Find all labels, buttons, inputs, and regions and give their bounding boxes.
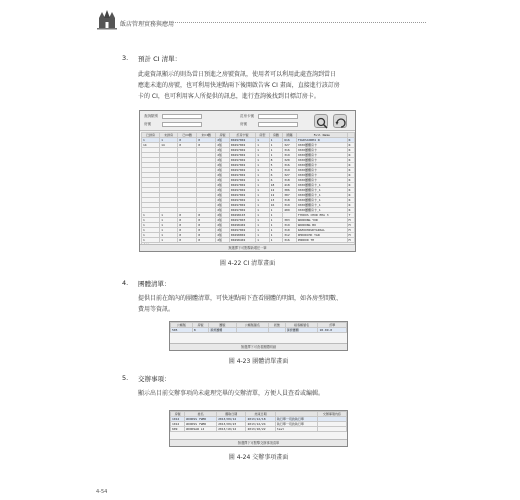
table-cell: XXXX團體房卡 — [296, 148, 347, 153]
table-cell: 609 — [171, 427, 185, 432]
group-table — [170, 322, 347, 333]
table-cell: R — [347, 173, 354, 178]
column-header: 房型 — [256, 133, 270, 138]
table-cell: 327 — [283, 173, 297, 178]
table-cell: 1012 — [171, 422, 185, 427]
refresh-button[interactable] — [333, 114, 347, 128]
table-cell: 316 — [283, 148, 297, 153]
table-cell: 2號 — [216, 188, 230, 193]
section-4-title: 團體清單： — [138, 280, 171, 288]
column-header: 房號 — [192, 323, 208, 328]
table-cell: 2號 — [216, 218, 230, 223]
table-cell: 2013/10/12 — [217, 427, 246, 432]
table-cell: 2號 — [216, 183, 230, 188]
column-header: 公帳號 — [171, 323, 193, 328]
column-header: 已排房 — [142, 133, 160, 138]
ci-search-bar — [140, 111, 355, 131]
table-cell: M — [347, 223, 354, 228]
running-header — [96, 8, 426, 38]
table-cell: 1 — [160, 138, 178, 143]
table-cell: 0 — [178, 223, 197, 228]
table-cell: 2013/12/18 — [246, 417, 275, 422]
table-cell: 00498402 — [229, 238, 255, 243]
table-cell: 00497002 — [229, 193, 255, 198]
room-label: 房號 — [144, 122, 151, 126]
table-cell: 8 — [269, 158, 283, 163]
table-cell: 2號 — [216, 203, 230, 208]
table-cell: XXXX團體房卡 — [296, 168, 347, 173]
table-cell: 316 — [283, 163, 297, 168]
table-cell: 14 — [142, 143, 160, 148]
table-cell: 1 — [142, 233, 160, 238]
paragraph-line: 應進未進的房號，也可利用快速點兩下後開啟告客 CI 畫面，直接進行該訂房 — [138, 82, 340, 89]
table-cell: 8 — [192, 328, 208, 333]
column-header: 國籍 — [283, 133, 297, 138]
table-cell: 14 — [160, 143, 178, 148]
table-cell: 1 — [256, 213, 270, 218]
table-cell: M — [347, 233, 354, 238]
table-cell: TSUDS1DNH4 N — [296, 138, 347, 143]
table-cell: 1 — [256, 228, 270, 233]
table-cell: R — [347, 158, 354, 163]
table-cell: 0 — [197, 238, 216, 243]
query-type-field[interactable] — [162, 114, 202, 119]
table-cell: 2013/12/24 — [246, 422, 275, 427]
table-cell: 2013/09/23 — [217, 422, 246, 427]
table-cell: 2號 — [216, 138, 230, 143]
table-cell: 1 — [269, 223, 283, 228]
header-title: 飯店管理實務與應用 — [120, 21, 175, 28]
table-cell: 00498002 — [229, 233, 255, 238]
table-cell: 18.09.0 — [318, 328, 347, 333]
table-cell: 1 — [256, 218, 270, 223]
paragraph-line: 顯示出目前交辦事項尚未處理完畢的交辦清單，方便人員查看或編輯。 — [138, 390, 325, 397]
table-cell: 2號 — [216, 153, 230, 158]
table-cell: 319 — [283, 153, 297, 158]
table-cell: 00498402 — [229, 223, 255, 228]
table-cell: 1 — [256, 138, 270, 143]
table-cell: 執行單一頁的執行單 — [275, 422, 317, 427]
table-cell: 5 — [269, 163, 283, 168]
table-cell: 1 — [256, 198, 270, 203]
table-cell: 0 — [197, 143, 216, 148]
table-cell: 1 — [256, 183, 270, 188]
table-cell: 00497002 — [229, 178, 255, 183]
table-cell: R — [347, 153, 354, 158]
table-cell: 1 — [142, 223, 160, 228]
table-cell: 1 — [160, 228, 178, 233]
table-cell: 505 — [171, 328, 193, 333]
table-cell: 00497002 — [229, 143, 255, 148]
table-cell: 318 — [283, 178, 297, 183]
table-cell: 1 — [256, 178, 270, 183]
table-cell: 1 — [142, 213, 160, 218]
table-cell: 0 — [178, 138, 197, 143]
table-cell: 1 — [269, 213, 283, 218]
ci-list-screenshot — [139, 110, 356, 252]
table-cell: XXXX團體房卡_1 — [296, 203, 347, 208]
column-header: 結束日期 — [246, 412, 275, 417]
table-cell: WOODSS YWER — [185, 417, 217, 422]
table-cell: 00497002 — [229, 203, 255, 208]
table-cell: WOODSAW LI — [185, 427, 217, 432]
table-row[interactable] — [171, 328, 347, 333]
ci-table — [141, 132, 355, 252]
table-cell: 2號 — [216, 238, 230, 243]
section-3-number: 3. — [122, 54, 129, 62]
booking-no-label: 訂房卡號 — [240, 114, 254, 118]
table-cell: WOODSS YWER — [185, 422, 217, 427]
table-cell: XXXX團體房卡 — [296, 178, 347, 183]
castle-logo-icon — [96, 8, 118, 30]
table-cell: 18 — [269, 183, 283, 188]
table-cell: 1 — [256, 158, 270, 163]
table-cell: 418 — [283, 183, 297, 188]
table-cell: 0 — [197, 223, 216, 228]
table-cell: 00497002 — [229, 153, 255, 158]
table-cell: 12 — [269, 188, 283, 193]
section-3-title: 預計 CI 清單： — [138, 55, 182, 63]
group-list-screenshot — [169, 321, 348, 351]
table-cell: 307 — [283, 193, 297, 198]
table-cell: M — [347, 218, 354, 223]
table-cell: 1 — [269, 138, 283, 143]
table-cell: 2號 — [216, 198, 230, 203]
booking-no-field[interactable] — [258, 114, 298, 119]
table-cell: XXXX團體房卡 — [296, 153, 347, 158]
table-cell: R — [347, 198, 354, 203]
table-cell: 0 — [178, 233, 197, 238]
table-cell: 318 — [283, 198, 297, 203]
ci-table-wrapper — [141, 132, 355, 252]
table-cell: R — [347, 143, 354, 148]
table-cell: R — [347, 203, 354, 208]
table-cell: 303 — [283, 218, 297, 223]
table-cell — [269, 328, 285, 333]
table-cell: 1 — [142, 218, 160, 223]
paragraph-line: 費用等資訊。 — [138, 306, 175, 313]
table-cell: 1 — [256, 173, 270, 178]
table-cell: R — [347, 168, 354, 173]
search-button[interactable] — [314, 114, 328, 128]
table-cell: 16 — [269, 203, 283, 208]
section-3-paragraph — [138, 69, 418, 102]
column-header: 狀態 — [269, 323, 285, 328]
table-cell: 319 — [283, 203, 297, 208]
table-cell: 1 — [256, 163, 270, 168]
table-cell: 316 — [283, 238, 297, 243]
table-cell: M — [347, 238, 354, 243]
table-cell: WOODONG BO — [296, 223, 347, 228]
table-cell: 萬源團體 — [209, 328, 236, 333]
table-cell: 2號 — [216, 158, 230, 163]
table-cell: R — [347, 183, 354, 188]
table-cell: 2號 — [216, 168, 230, 173]
room-field[interactable] — [162, 122, 202, 127]
column-header: 房數 — [269, 133, 283, 138]
table-cell: 1 — [256, 153, 270, 158]
table-cell: 2號 — [216, 163, 230, 168]
column-header: 房號 — [171, 412, 185, 417]
table-cell: 萬源團體 — [285, 328, 318, 333]
table-cell: 616 — [283, 138, 297, 143]
table-cell: XXXX團體房卡_1 — [296, 193, 347, 198]
table-cell: 2號 — [216, 193, 230, 198]
table-cell: DAEOOHJUDYAPAAL — [296, 228, 347, 233]
table-cell: 1 — [269, 208, 283, 213]
table-cell: 00497002 — [229, 198, 255, 203]
table-cell: R — [347, 208, 354, 213]
table-cell: 00497002 — [229, 183, 255, 188]
section-5-title: 交辦事項： — [138, 375, 171, 383]
room-field-2[interactable] — [258, 122, 298, 127]
table-cell: 1 — [142, 138, 160, 143]
table-cell: PODDOD TH — [296, 238, 347, 243]
table-cell: 1 — [256, 203, 270, 208]
table-cell: XXXX團體房卡 — [296, 143, 347, 148]
table-cell: 1 — [269, 148, 283, 153]
paragraph-line: 卡的 CI，也可利用客人所提供的訊息，進行查詢後找到目標訂房卡。 — [138, 93, 320, 100]
table-cell: XXXX團體房卡 — [296, 173, 347, 178]
figure-4-23-caption: 圖 4-23 團體清單畫面 — [228, 358, 289, 365]
table-cell: 2號 — [216, 233, 230, 238]
table-cell: T — [347, 213, 354, 218]
table-cell: 2號 — [216, 228, 230, 233]
table-cell: 0 — [178, 238, 197, 243]
table-cell: XXXX團體房卡_1 — [296, 208, 347, 213]
table-cell: 1 — [160, 213, 178, 218]
table-cell: XXXX團體房卡_1 — [296, 188, 347, 193]
table-cell: 2013/10/22 — [246, 427, 275, 432]
task-table — [170, 411, 347, 432]
table-cell: 0 — [178, 228, 197, 233]
column-header: 已CI數 — [178, 133, 197, 138]
table-cell: R — [347, 188, 354, 193]
table-cell: 1 — [269, 228, 283, 233]
table-cell: 0 — [197, 233, 216, 238]
column-header: 房號 — [216, 133, 230, 138]
table-cell: test — [275, 427, 317, 432]
paragraph-line: 提供目前在館內的團體清單，可快速點兩下查看團體的明細，如各房型間數、 — [138, 295, 343, 302]
table-cell: 312 — [283, 233, 297, 238]
refresh-icon — [334, 116, 348, 130]
table-cell: M — [347, 228, 354, 233]
table-cell: 1 — [269, 153, 283, 158]
task-table-body — [171, 417, 347, 432]
header-rule — [166, 22, 426, 23]
figure-4-24-caption: 圖 4-24 交辦事項畫面 — [228, 454, 289, 461]
table-cell: 319 — [283, 168, 297, 173]
table-cell: 1 — [160, 233, 178, 238]
column-header: 未排房 — [160, 133, 178, 138]
table-cell: 1 — [256, 143, 270, 148]
table-cell: 5 — [269, 168, 283, 173]
table-cell: 0 — [197, 228, 216, 233]
paragraph-line: 此處資訊顯示的則為當日預進之房號資訊，使用者可以利用此處查詢到當日 — [138, 71, 337, 78]
column-header: 訂單 — [318, 323, 347, 328]
table-cell: 1 — [269, 143, 283, 148]
table-cell: XXXX團體房卡 — [296, 158, 347, 163]
table-cell: 1 — [256, 233, 270, 238]
table-cell: 0 — [178, 143, 197, 148]
table-cell: 1 — [256, 223, 270, 228]
table-cell: 0 — [178, 213, 197, 218]
table-cell: 1 — [256, 238, 270, 243]
table-cell: 327 — [283, 143, 297, 148]
task-footer-bar: 無選擇下可點擊交辦事項清單 — [170, 439, 347, 446]
table-cell: 1 — [256, 148, 270, 153]
table-cell: 0 — [197, 218, 216, 223]
table-cell: R — [347, 138, 354, 143]
column-header: 未CI數 — [197, 133, 216, 138]
table-cell: 0 — [178, 218, 197, 223]
query-type-label: 查詢類別 — [144, 114, 158, 118]
column-header: 訂房卡號 — [229, 133, 255, 138]
table-cell — [236, 328, 269, 333]
table-cell: 0 — [197, 138, 216, 143]
section-5-paragraph — [138, 388, 418, 399]
ci-footer-bar: 無選擇下可點擊新增任一筆 — [140, 244, 355, 251]
column-header: 公帳號簡名 — [236, 323, 269, 328]
column-header: 姓名 — [185, 412, 217, 417]
table-cell: R — [347, 163, 354, 168]
table-cell: 0 — [197, 213, 216, 218]
table-cell: 1 — [256, 208, 270, 213]
table-cell: R — [347, 148, 354, 153]
page-number: 4-54 — [96, 489, 108, 495]
column-header: 接客帳號名 — [285, 323, 318, 328]
table-row[interactable] — [171, 427, 347, 432]
table-cell: 1 — [160, 223, 178, 228]
table-cell: 2號 — [216, 178, 230, 183]
table-cell: 1 — [269, 233, 283, 238]
table-cell: 00497002 — [229, 163, 255, 168]
table-cell: XXXX團體房卡_1 — [296, 183, 347, 188]
table-cell: 00497002 — [229, 173, 255, 178]
table-cell: TYDDOS CHOR EHA 3 — [296, 213, 347, 218]
table-cell: 2號 — [216, 173, 230, 178]
table-cell: R — [347, 178, 354, 183]
table-cell: 00497002 — [229, 148, 255, 153]
table-cell: 6 — [269, 178, 283, 183]
table-cell: 2號 — [216, 208, 230, 213]
table-cell: 320 — [283, 158, 297, 163]
table-cell: 執行單一頁的執行單 — [275, 417, 317, 422]
table-cell: 12 — [269, 193, 283, 198]
section-4-number: 4. — [122, 279, 129, 287]
table-cell: 00498103 — [229, 213, 255, 218]
column-header: 交辦事項內容 — [317, 412, 346, 417]
table-cell: 1 — [160, 238, 178, 243]
magnifier-icon — [315, 116, 329, 130]
table-cell: 2013/09/12 — [217, 417, 246, 422]
table-cell — [317, 427, 346, 432]
section-4-paragraph — [138, 293, 418, 315]
table-cell: DHOODCHO YAN — [296, 233, 347, 238]
table-cell: 6 — [269, 173, 283, 178]
column-header: 團號 — [209, 323, 236, 328]
table-cell: 1 — [269, 238, 283, 243]
table-cell: 409 — [283, 208, 297, 213]
table-cell: XXXX團體房卡_1 — [296, 198, 347, 203]
table-cell: 00497002 — [229, 138, 255, 143]
table-cell: 1 — [256, 193, 270, 198]
table-cell: 13 — [269, 198, 283, 203]
table-cell: 00497003 — [229, 218, 255, 223]
table-cell: 1 — [142, 228, 160, 233]
ci-table-body — [142, 138, 355, 253]
table-cell: 1 — [269, 218, 283, 223]
table-cell: 319 — [283, 223, 297, 228]
table-cell: 310 — [283, 228, 297, 233]
table-cell: 00497002 — [229, 208, 255, 213]
table-cell: WOODONG YOR — [296, 218, 347, 223]
table-cell: 00497002 — [229, 168, 255, 173]
table-cell: 00497002 — [229, 228, 255, 233]
task-list-screenshot — [169, 410, 348, 447]
table-cell: XXXX團體房卡 — [296, 163, 347, 168]
table-cell: 1 — [256, 188, 270, 193]
column-header: Full Name — [296, 133, 347, 138]
table-cell: 1 — [256, 168, 270, 173]
table-cell: 2號 — [216, 143, 230, 148]
table-cell: 2號 — [216, 223, 230, 228]
table-cell: 00497002 — [229, 158, 255, 163]
table-cell: 1 — [142, 238, 160, 243]
group-footer-bar: 無選擇下可查看團體明細 — [170, 343, 347, 350]
figure-4-22-caption: 圖 4-22 CI 清單畫面 — [219, 260, 276, 267]
table-cell: 1012 — [171, 417, 185, 422]
column-header: 擬取日期 — [217, 412, 246, 417]
table-cell: 1 — [160, 218, 178, 223]
table-cell: 2號 — [216, 148, 230, 153]
room-label-2: 房號 — [240, 122, 247, 126]
table-cell: 2號 — [216, 213, 230, 218]
table-cell: 306 — [283, 188, 297, 193]
section-5-number: 5. — [122, 374, 129, 382]
table-cell: 00497002 — [229, 188, 255, 193]
table-cell: R — [347, 193, 354, 198]
